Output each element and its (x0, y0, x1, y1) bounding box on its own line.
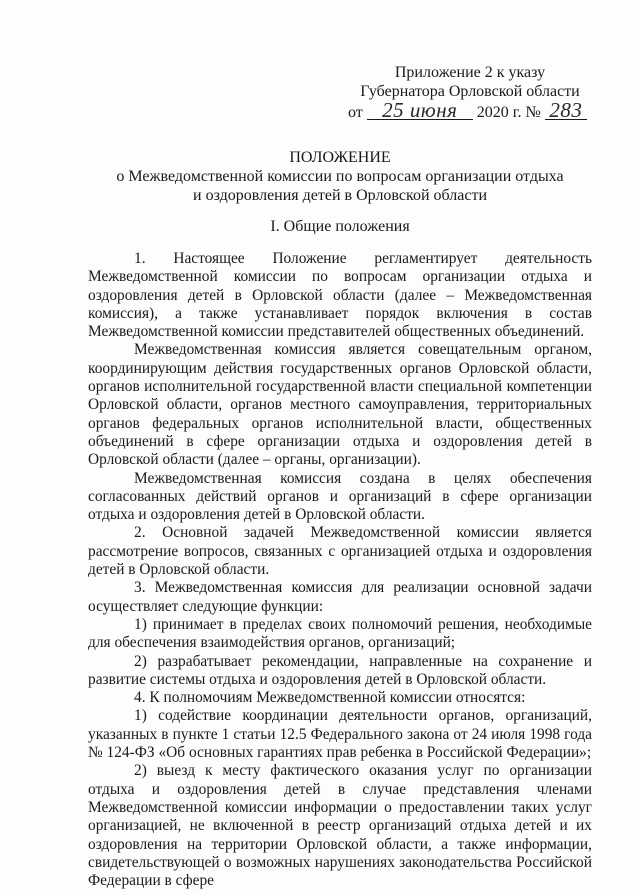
paragraph: 4. К полномочиям Межведомственной комиссии относятся: (134, 689, 526, 707)
paragraph: 3. Межведомственная комиссия для реализации основной задачи осуществляет следующие функции: (88, 579, 592, 615)
date-prefix: от (348, 104, 363, 121)
paragraph: 1) содействие координации деятельности органов, организаций, указанных в пункте 1 статьи 12.5 Федерального закона от 24 июля 1998 года № 124-ФЗ «Об основных гарантиях прав ребенка в Российской Федерации»; (88, 707, 592, 762)
paragraph: Межведомственная комиссия является совещательным органом, координирующим действия государственных органов Орловской области, органов исполнительной государственной власти специальной компетенции Орловской области, органов местного самоуправления, территориальных органов федеральных органов исполнительной власти, общественных объединений в сфере организации отдыха и оздоровления детей в Орловской области (далее – органы, организации). (88, 341, 592, 469)
title-line-2: и оздоровления детей в Орловской области (193, 187, 487, 204)
governor-label: Губернатора Орловской области (360, 83, 580, 100)
appendix-label: Приложение 2 к указу (394, 64, 546, 81)
paragraph: 2) выезд к месту фактического оказания услуг по организации отдыха и оздоровления детей в случае представления членами Межведомственной комиссии информации о предоставлении таких услуг организацией, не включенной в реестр организаций отдыха детей и их оздоровления на территории Орловской области, а также информации, свидетельствующей о возможных нарушениях законодательства Российской Федерации в сфере (88, 762, 592, 890)
year-label: 2020 г. № (476, 104, 541, 121)
handwritten-date: 25 июня (367, 101, 473, 120)
paragraph: 1. Настоящее Положение регламентирует деятельность Межведомственной комиссии по вопросам организации отдыха и оздоровления детей в Орловской области (далее – Межведомственная комиссия), а также устанавливает порядок включения в состав Межведомственной комиссии представителей общественных объединений. (88, 250, 592, 341)
paragraph: Межведомственная комиссия создана в целях обеспечения согласованных действий органов и организаций в сфере организации отдыха и оздоровления детей в Орловской области. (88, 469, 592, 524)
title-heading: ПОЛОЖЕНИЕ (289, 149, 391, 166)
paragraph: 2. Основной задачей Межведомственной комиссии является рассмотрение вопросов, связанных с организацией отдыха и оздоровления детей в Орловской области. (88, 524, 592, 579)
decree-date-line (340, 98, 600, 122)
handwritten-number: 283 (545, 101, 587, 120)
paragraph: 2) разрабатывает рекомендации, направленные на сохранение и развитие системы отдыха и оздоровления детей в Орловской области. (88, 652, 592, 688)
title-line-1: о Межведомственной комиссии по вопросам организации отдыха (116, 168, 564, 185)
paragraph: 1) принимает в пределах своих полномочий решения, необходимые для обеспечения взаимодействия органов, организаций; (88, 615, 592, 652)
document-title (88, 148, 592, 205)
appendix-header (340, 63, 600, 122)
document-body (88, 250, 592, 890)
section-heading: I. Общие положения (270, 218, 410, 235)
